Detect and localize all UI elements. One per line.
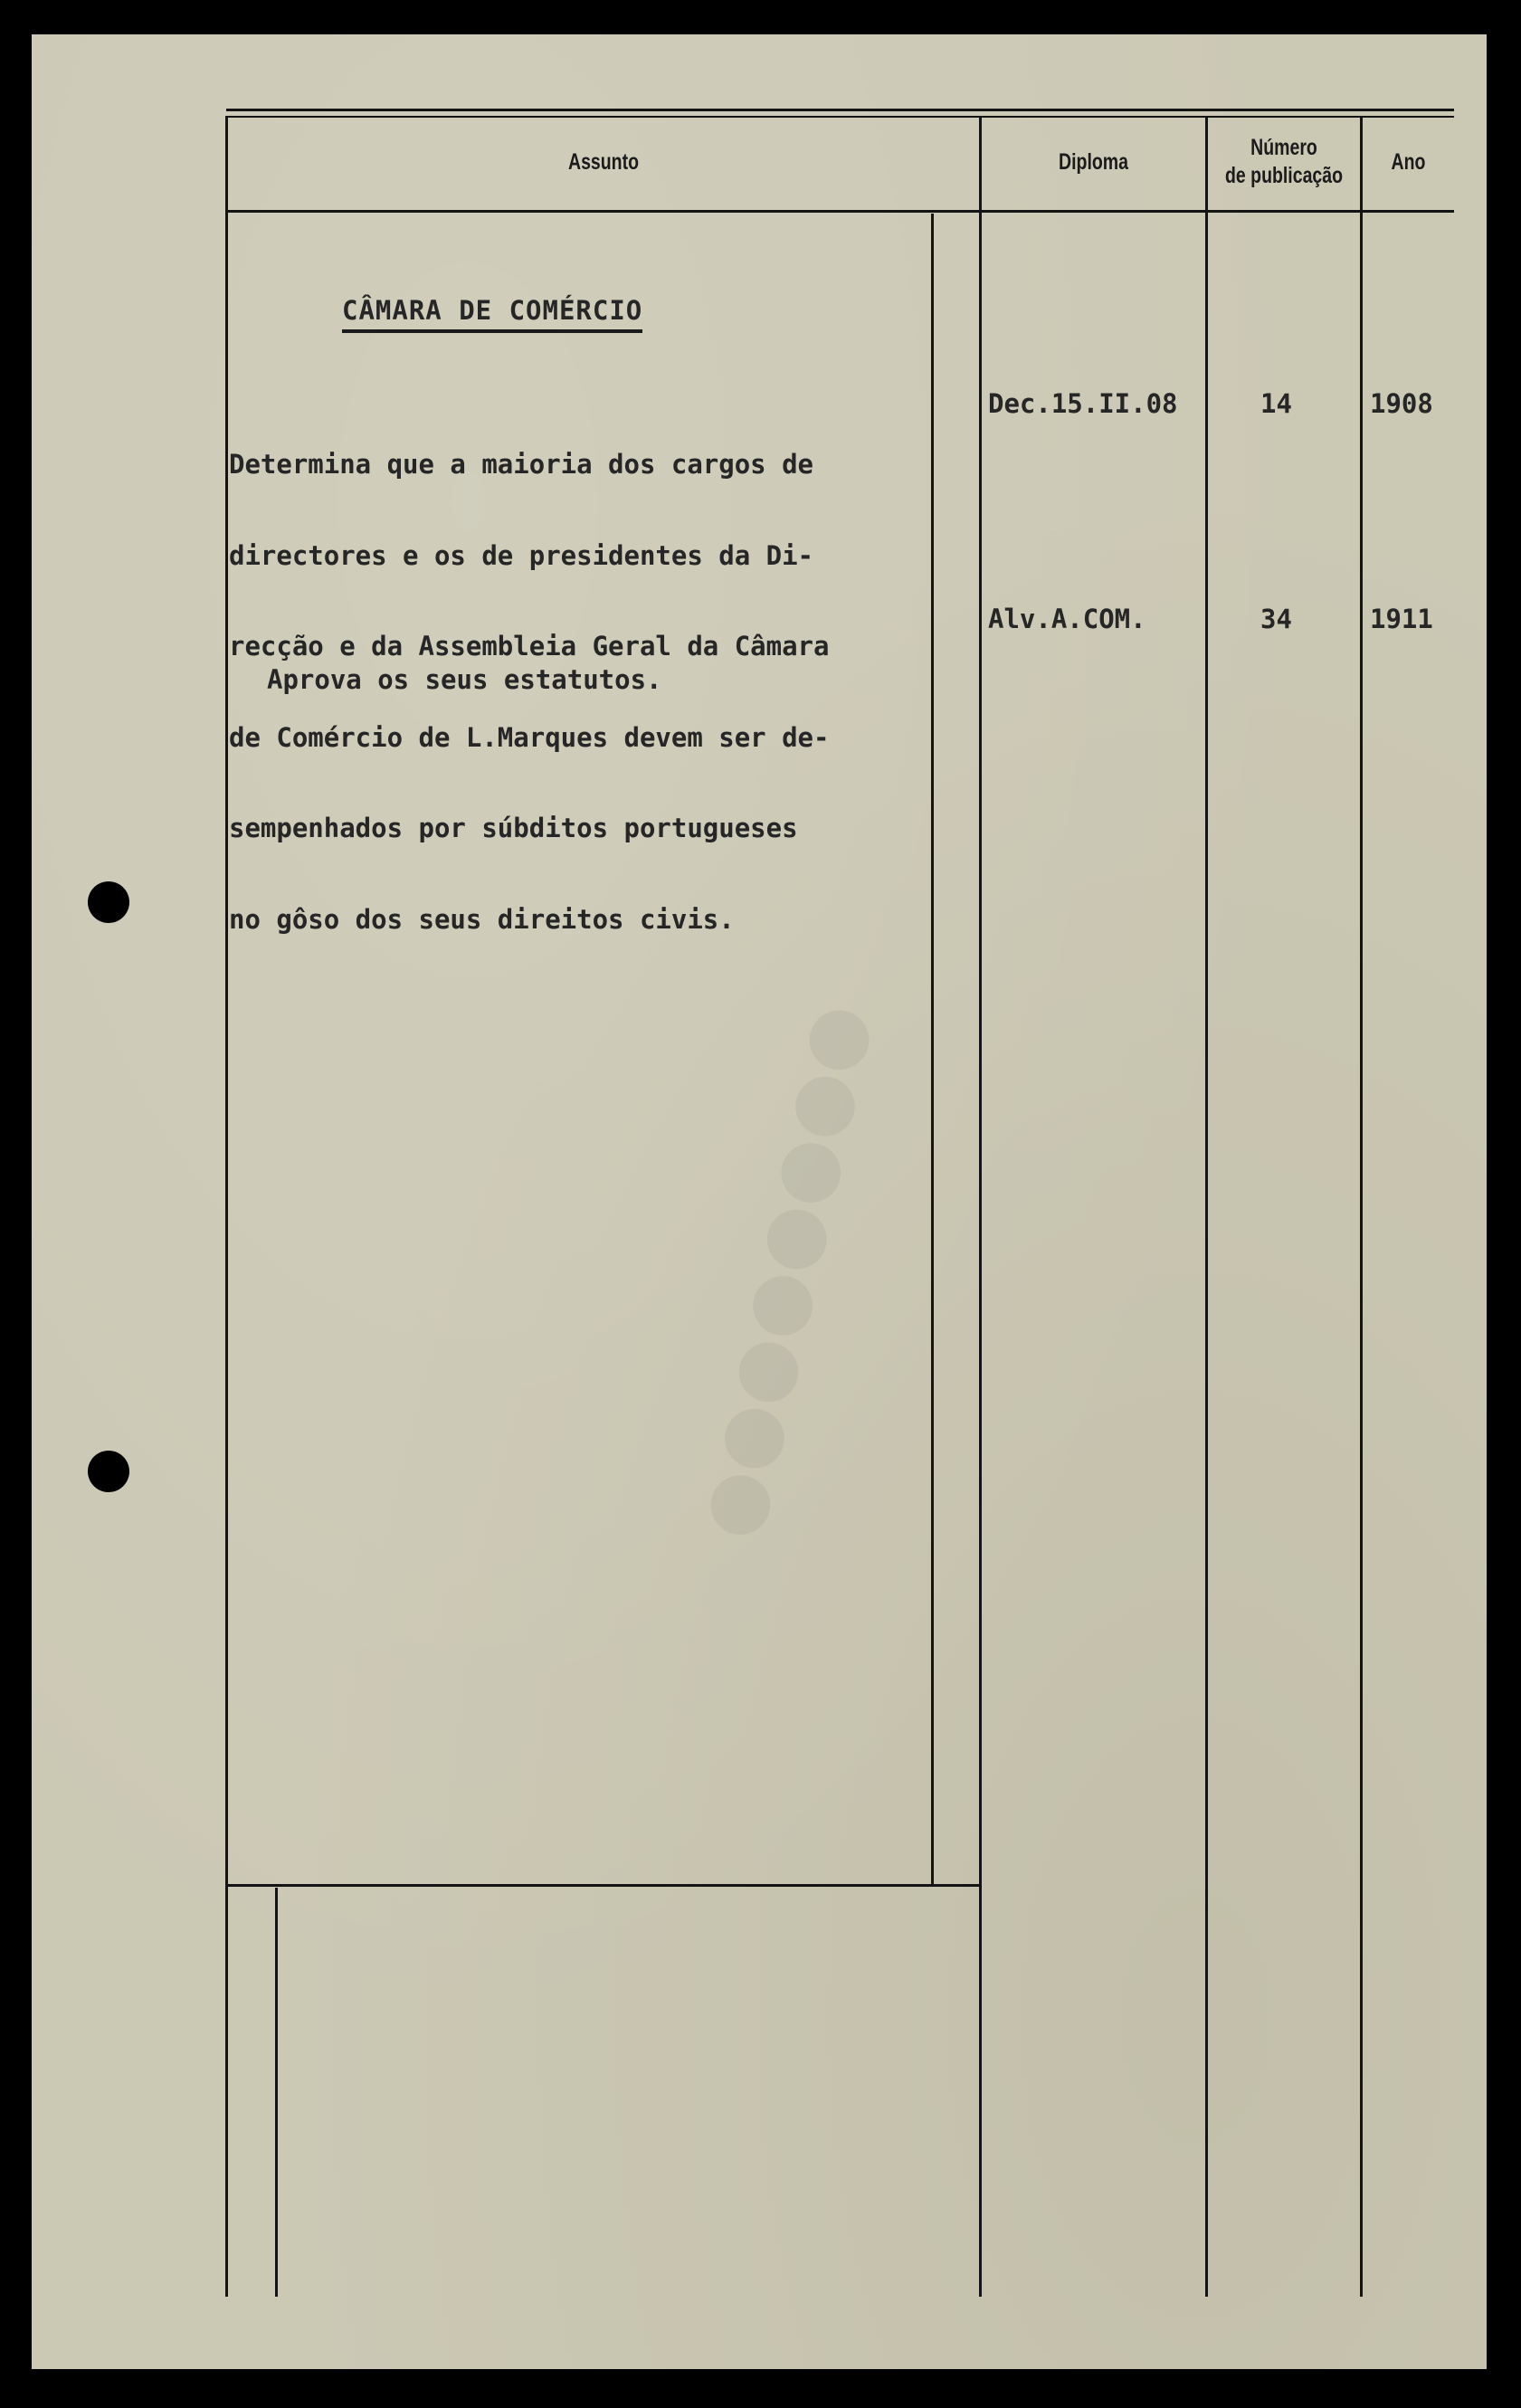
punch-hole-bottom xyxy=(88,1451,129,1492)
header-subject: Assunto xyxy=(568,149,639,175)
entry-2-diploma: Alv.A.COM. xyxy=(988,604,1146,634)
entry-2-year: 1911 xyxy=(1370,604,1433,634)
left-border-rule xyxy=(225,116,228,2297)
top-rule-thin xyxy=(226,116,1454,118)
section-title: CÂMARA DE COMÉRCIO xyxy=(342,295,642,333)
subject-inner-rule xyxy=(931,214,934,1884)
entry-1-subject-line: de Comércio de L.Marques devem ser de- xyxy=(229,721,830,753)
subject-diploma-divider xyxy=(979,116,982,2297)
top-rule-thick xyxy=(226,109,1454,111)
header-bottom-rule xyxy=(226,210,1454,213)
entry-2-subject-line: Aprova os seus estatutos. xyxy=(267,664,662,695)
diploma-number-divider xyxy=(1205,116,1208,2297)
entry-1-subject-line: recção e da Assembleia Geral da Câmara xyxy=(229,631,830,661)
header-year: Ano xyxy=(1391,149,1426,175)
entry-1-diploma: Dec.15.II.08 xyxy=(988,388,1178,419)
entry-2-subject xyxy=(267,604,662,757)
subject-box-bottom-rule xyxy=(226,1884,980,1887)
entry-2-number: 34 xyxy=(1260,604,1292,634)
entry-1-subject-line: sempenhados por súbditos portugueses xyxy=(229,813,798,843)
watermark-stamp: ●●●●●●●● xyxy=(683,995,885,1547)
header-diploma: Diploma xyxy=(1059,149,1128,175)
punch-hole-top xyxy=(88,881,129,923)
header-number xyxy=(1223,134,1345,190)
lower-box-margin-rule xyxy=(275,1888,278,2297)
entry-1-subject-line: no gôso dos seus direitos civis. xyxy=(229,903,735,935)
index-card xyxy=(32,34,1487,2369)
number-year-divider xyxy=(1360,116,1363,2297)
header-number-line2: de publicação xyxy=(1224,163,1344,188)
entry-1-year: 1908 xyxy=(1370,388,1433,419)
entry-1-number: 14 xyxy=(1260,388,1292,419)
entry-1-subject-line: Determina que a maioria dos cargos de xyxy=(229,449,814,480)
entry-1-subject-line: directores e os de presidentes da Di- xyxy=(229,539,814,571)
header-number-line1: Número xyxy=(1250,135,1317,160)
